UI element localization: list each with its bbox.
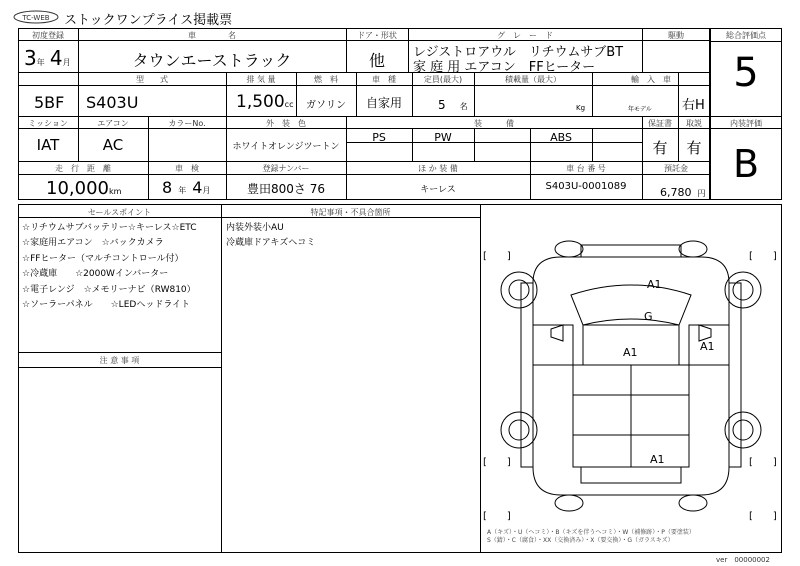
overall-header: 総合評価点 bbox=[726, 31, 766, 40]
mileage-header: 走 行 距 離 bbox=[55, 164, 111, 173]
bracket-label: [ ] bbox=[749, 251, 777, 262]
bracket-label: [ ] bbox=[483, 511, 511, 522]
capacity-header: 定員(最大) bbox=[423, 75, 463, 84]
list-item: ☆ソーラーパネル ☆LEDヘッドライト bbox=[22, 300, 191, 311]
interior-score: B bbox=[732, 142, 760, 186]
list-item: ☆FFヒーター（マルチコントロール付） bbox=[22, 253, 184, 264]
notes-list bbox=[226, 221, 315, 251]
interior-header: 内装評価 bbox=[730, 119, 762, 128]
kind-header: 車 種 bbox=[372, 75, 396, 84]
other-equipment-value: キーレス bbox=[420, 185, 456, 195]
damage-mark: A1 bbox=[623, 346, 638, 359]
equip-pw: PW bbox=[434, 131, 452, 144]
fuel-value: ガソリン bbox=[306, 100, 346, 111]
steering-value: 右H bbox=[682, 98, 705, 113]
grade-header: グ レ ー ド bbox=[497, 31, 553, 40]
damage-mark: A1 bbox=[647, 278, 662, 291]
mileage-value: 10,000km bbox=[46, 178, 122, 199]
list-item: 内装外装小AU bbox=[226, 223, 284, 233]
bracket-label: [ ] bbox=[749, 511, 777, 522]
car-name-header: 車 名 bbox=[188, 31, 236, 40]
warranty-value: 有 bbox=[652, 139, 668, 157]
list-item: 冷蔵庫ドアキズヘコミ bbox=[226, 238, 316, 248]
sales-points-header: セールスポイント bbox=[87, 208, 152, 217]
page-title: ストックワンプライス掲載票 bbox=[64, 13, 233, 28]
other-equipment-header: ほ か 装 備 bbox=[418, 164, 458, 173]
color-no-header: カラーNo. bbox=[168, 119, 206, 128]
inspection-value: 8 年 4月 bbox=[162, 178, 211, 197]
equip-abs: ABS bbox=[550, 131, 572, 144]
car-damage-diagram bbox=[481, 205, 781, 552]
ext-color-header: 外 装 色 bbox=[266, 119, 306, 128]
import-note: 年モデル bbox=[628, 106, 652, 113]
model-value: S403U bbox=[86, 93, 139, 112]
damage-mark: A1 bbox=[650, 453, 665, 466]
list-item: ☆家庭用エアコン ☆バックカメラ bbox=[22, 238, 164, 249]
manual-value: 有 bbox=[686, 139, 702, 157]
list-item: ☆冷蔵庫 ☆2000Wインバーター bbox=[22, 269, 169, 280]
chassis-header: 車 台 番 号 bbox=[566, 164, 606, 173]
drive-header: 駆動 bbox=[668, 31, 684, 40]
notes-header: 特記事項・不具合箇所 bbox=[310, 208, 391, 217]
list-item: ☆電子レンジ ☆メモリーナビ（RW810） bbox=[22, 284, 196, 295]
sales-points-list bbox=[22, 221, 197, 313]
aircon-value: AC bbox=[102, 136, 124, 154]
capacity-value: 5 名 bbox=[438, 98, 468, 112]
version-label: ver 00000002 bbox=[716, 556, 770, 564]
ext-color-value: ホワイトオレンジツートン bbox=[232, 142, 340, 152]
caution-header: 注 意 事 項 bbox=[99, 356, 140, 365]
plate-header: 登録ナンバー bbox=[262, 164, 310, 173]
equip-ps: PS bbox=[372, 131, 386, 144]
diagram-legend: A（キズ）・U（ヘコミ）・B（キズを伴うヘコミ）・W（補修跡）・P（要塗装） S（錆）・C（腐食）・XX（交換済み）・X（要交換）・G（ガラスキズ） bbox=[487, 529, 695, 544]
mission-value: IAT bbox=[36, 136, 60, 154]
door-value: 他 bbox=[368, 51, 385, 70]
first-reg-value: 3年 4月 bbox=[24, 46, 71, 70]
overall-score: 5 bbox=[733, 50, 759, 96]
damage-mark: G bbox=[644, 310, 653, 323]
list-item: ☆リチウムサブバッテリー☆キーレス☆ETC bbox=[22, 223, 197, 233]
grade-line2: 家 庭 用 エアコン FFヒーター bbox=[413, 60, 596, 75]
car-name: タウンエーストラック bbox=[132, 51, 292, 70]
company-logo bbox=[12, 9, 60, 23]
warranty-header: 保証書 bbox=[648, 119, 672, 128]
model-prefix: 5BF bbox=[34, 93, 65, 112]
displacement-value: 1,500cc bbox=[236, 92, 294, 112]
reg-year: 3 bbox=[24, 46, 37, 70]
manual-header: 取説 bbox=[686, 119, 702, 128]
bracket-label: [ ] bbox=[483, 457, 511, 468]
bracket-label: [ ] bbox=[483, 251, 511, 262]
deposit-header: 預託金 bbox=[664, 164, 688, 173]
grade-line1: レジストロアウル リチウムサブBT bbox=[413, 45, 624, 60]
load-header: 積載量（最大） bbox=[505, 75, 561, 84]
bracket-label: [ ] bbox=[749, 457, 777, 468]
mission-header: ミッション bbox=[28, 119, 68, 128]
first-reg-header: 初度登録 bbox=[32, 31, 64, 40]
kind-value: 自家用 bbox=[365, 96, 402, 110]
aircon-header: エアコン bbox=[97, 119, 129, 128]
equipment-header: 装 備 bbox=[474, 119, 514, 128]
deposit-value: 6,780 円 bbox=[660, 186, 706, 199]
inspection-header: 車 検 bbox=[175, 164, 199, 173]
door-header: ドア・形状 bbox=[357, 31, 397, 40]
load-unit: Kg bbox=[576, 104, 586, 112]
chassis-value: S403U-0001089 bbox=[545, 181, 627, 192]
damage-mark: A1 bbox=[700, 340, 715, 353]
plate-value: 豊田800さ 76 bbox=[247, 182, 325, 196]
svg-text:TC-WEB: TC-WEB bbox=[22, 14, 50, 22]
import-header: 輸 入 車 bbox=[631, 75, 671, 84]
model-header: 型 式 bbox=[136, 75, 168, 84]
displacement-header: 排 気 量 bbox=[246, 75, 276, 84]
reg-month: 4 bbox=[49, 46, 63, 70]
fuel-header: 燃 料 bbox=[314, 75, 338, 84]
